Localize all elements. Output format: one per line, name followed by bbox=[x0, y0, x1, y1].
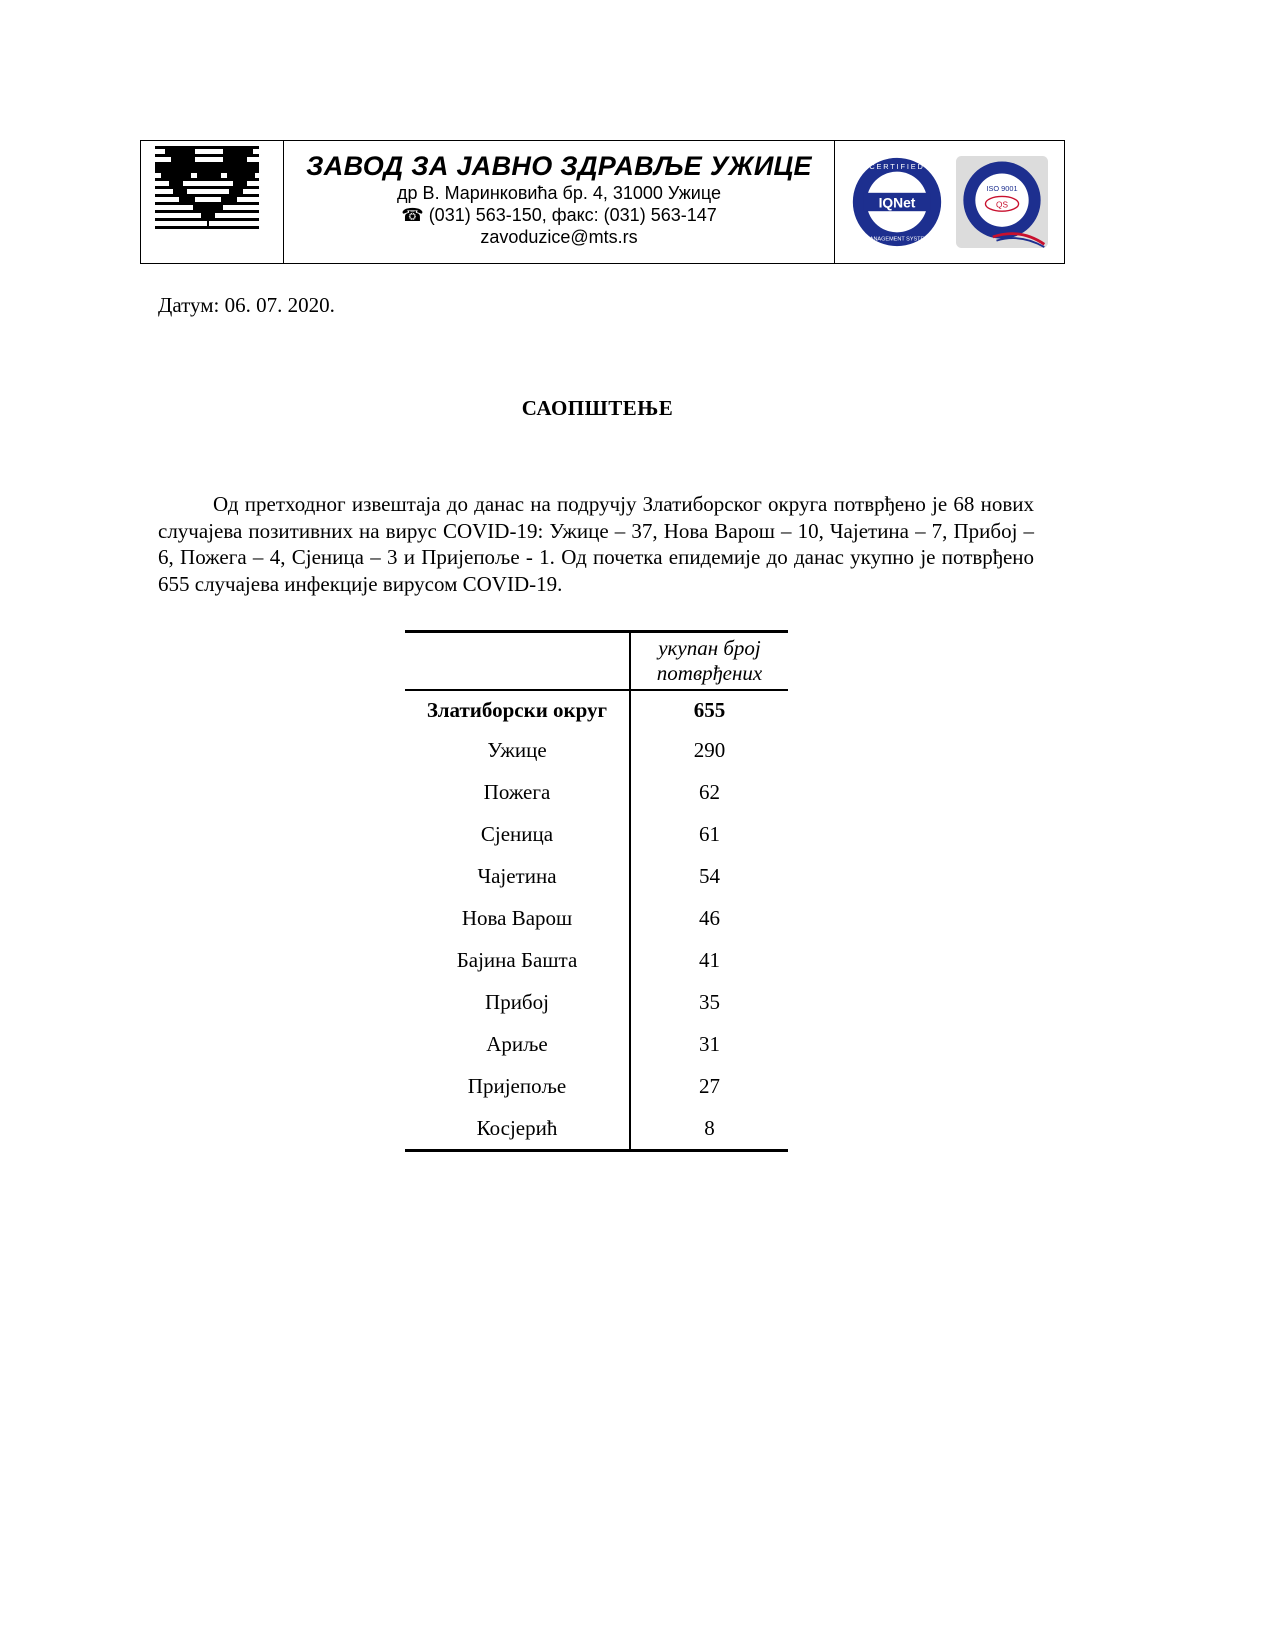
letterhead bbox=[140, 140, 1065, 264]
table-row bbox=[405, 813, 788, 855]
table-row-total bbox=[405, 690, 788, 729]
document-heading: САОПШТЕЊЕ bbox=[521, 396, 674, 420]
email: zavoduzice@mts.rs bbox=[480, 227, 638, 247]
document-date: Датум: 06. 07. 2020. bbox=[158, 293, 335, 317]
region-count: 31 bbox=[699, 1031, 720, 1056]
table-row bbox=[405, 729, 788, 771]
table-header-row bbox=[405, 632, 788, 691]
region-name: Пожега bbox=[405, 771, 630, 813]
table-row bbox=[405, 897, 788, 939]
region-count: 655 bbox=[693, 697, 726, 722]
region-name: Прибој bbox=[405, 981, 630, 1023]
region-count: 46 bbox=[699, 905, 720, 930]
region-count: 290 bbox=[693, 737, 726, 762]
region-count: 35 bbox=[699, 989, 720, 1014]
region-name: Ариље bbox=[405, 1023, 630, 1065]
contact-phone bbox=[284, 204, 834, 226]
region-name: Ужице bbox=[405, 729, 630, 771]
region-name: Косјерић bbox=[405, 1107, 630, 1151]
phone-fax-text: (031) 563-150, факс: (031) 563-147 bbox=[428, 205, 717, 225]
institution-name: ЗАВОД ЗА ЈАВНО ЗДРАВЉЕ УЖИЦЕ bbox=[306, 151, 812, 181]
certification-badges bbox=[835, 141, 1064, 263]
cases-table bbox=[405, 630, 788, 1152]
region-name: Пријепоље bbox=[405, 1065, 630, 1107]
institute-logo-icon bbox=[141, 141, 283, 263]
table-row bbox=[405, 1065, 788, 1107]
region-count: 61 bbox=[699, 821, 720, 846]
badge1-bottom: MANAGEMENT SYSTEM bbox=[865, 236, 930, 243]
region-name: Бајина Башта bbox=[405, 939, 630, 981]
phone-icon: ☎ bbox=[401, 205, 424, 225]
region-count: 41 bbox=[699, 947, 720, 972]
region-name: Златиборски округ bbox=[405, 690, 630, 729]
institution-info bbox=[284, 141, 835, 263]
badge1-top: CERTIFIED bbox=[869, 161, 925, 171]
table-row bbox=[405, 1107, 788, 1151]
iso-9001-certified-icon bbox=[956, 156, 1048, 248]
region-count: 27 bbox=[699, 1073, 720, 1098]
table-row bbox=[405, 855, 788, 897]
table-row bbox=[405, 1023, 788, 1065]
address: др В. Маринковића бр. 4, 31000 Ужице bbox=[397, 183, 721, 203]
region-count: 8 bbox=[704, 1115, 715, 1140]
badge2-center: QS bbox=[995, 200, 1008, 210]
badge1-center: IQNet bbox=[878, 195, 916, 211]
iqnet-certified-icon bbox=[851, 156, 943, 248]
announcement-paragraph: Од претходног извештаја до данас на подручју Златиборског округа потврђено је 68 нових случајева позитивних на вирус COVID-19: Ужице – 37, Нова Варош – 10, Чајетина – 7, Прибој – 6, Пожега – 4, Сјеница – 3 и Пријепоље - 1. Од почетка епидемије до данас укупно је потврђено 655 случајева инфекције вирусом COVID-19. bbox=[158, 492, 1034, 596]
table-row bbox=[405, 771, 788, 813]
region-name: Нова Варош bbox=[405, 897, 630, 939]
region-name: Чајетина bbox=[405, 855, 630, 897]
table-header-region bbox=[405, 632, 630, 691]
region-name: Сјеница bbox=[405, 813, 630, 855]
table-row bbox=[405, 981, 788, 1023]
table-row bbox=[405, 939, 788, 981]
badge2-iso: ISO 9001 bbox=[986, 183, 1018, 193]
institute-logo bbox=[141, 141, 284, 263]
table-header-total: укупан број потврђених bbox=[630, 632, 788, 691]
region-count: 62 bbox=[699, 779, 720, 804]
region-count: 54 bbox=[699, 863, 720, 888]
